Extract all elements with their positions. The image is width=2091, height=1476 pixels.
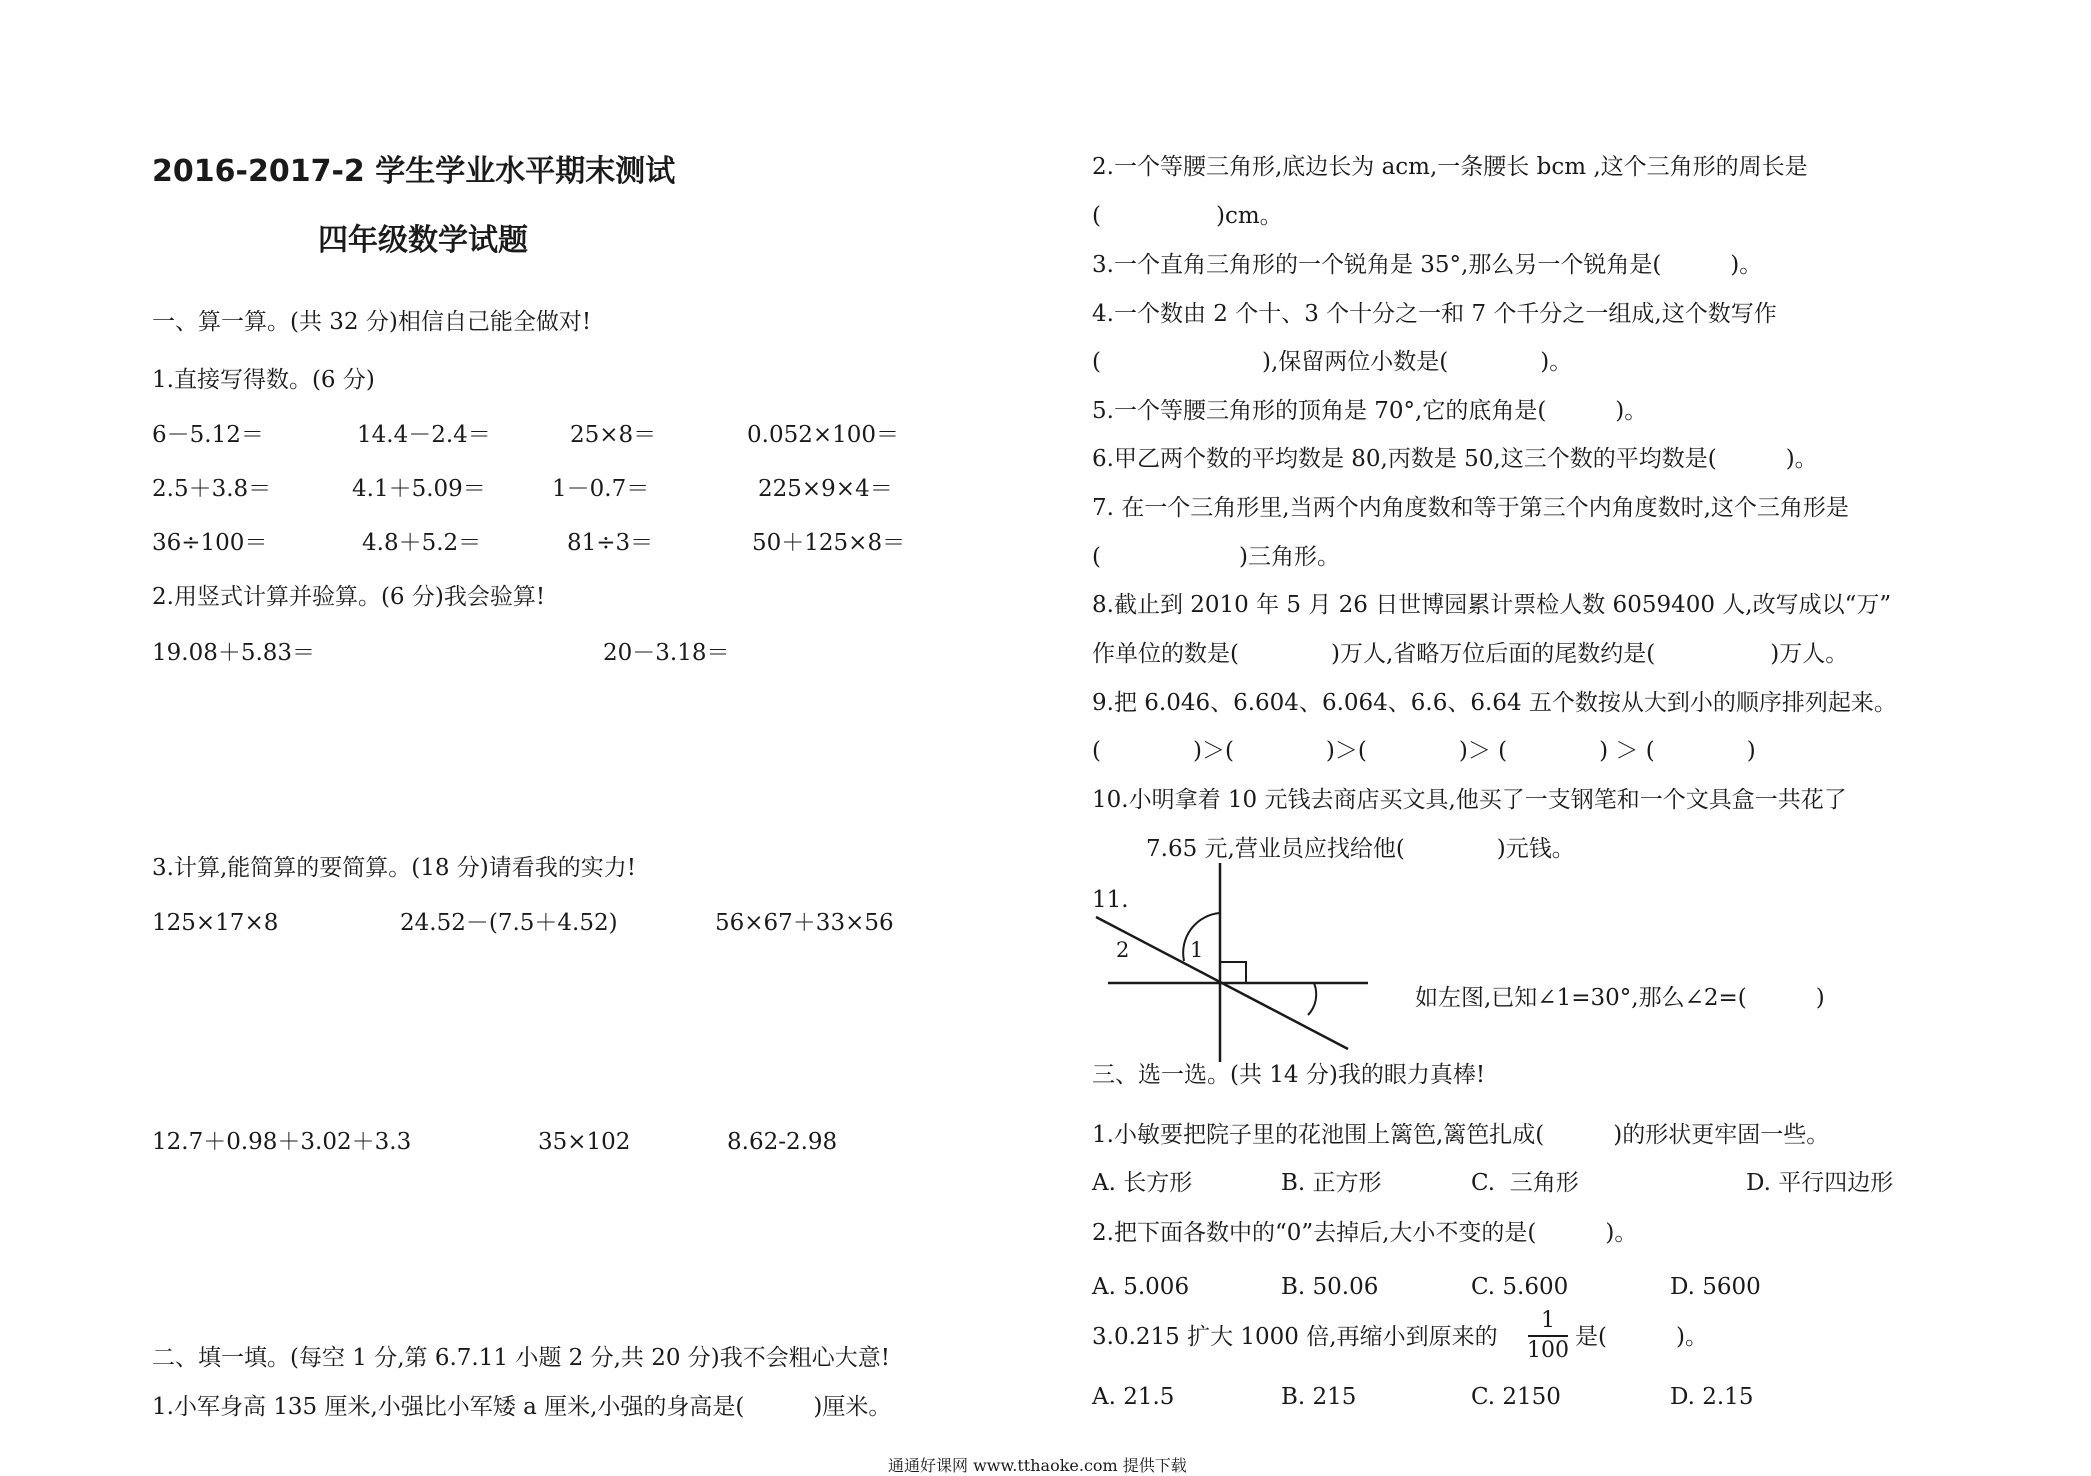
- fraction-denominator: 100: [1527, 1338, 1569, 1363]
- q1-cell: 1－0.7＝: [552, 476, 650, 502]
- s2-q11-text: 如左图,已知∠1=30°,那么∠2=( ): [1415, 985, 1825, 1011]
- fraction-numerator: 1: [1541, 1308, 1555, 1333]
- angle-1-label: 1: [1190, 938, 1204, 962]
- s2-q8-line1: 8.截止到 2010 年 5 月 26 日世博园累计票检人数 6059400 人,改写成以“万”: [1092, 592, 1892, 618]
- q1-cell: 6－5.12＝: [152, 422, 264, 448]
- q2-item: 20－3.18＝: [603, 640, 730, 666]
- section2-heading: 二、填一填。(每空 1 分,第 6.7.11 小题 2 分,共 20 分)我不会粗心大意!: [152, 1345, 890, 1371]
- q1-cell: 2.5＋3.8＝: [152, 476, 272, 502]
- q3-item: 12.7＋0.98＋3.02＋3.3: [152, 1129, 412, 1155]
- s3-q1: 1.小敏要把院子里的花池围上篱笆,篱笆扎成( )的形状更牢固一些。: [1092, 1122, 1830, 1148]
- s2-q6: 6.甲乙两个数的平均数是 80,丙数是 50,这三个数的平均数是( )。: [1092, 446, 1818, 472]
- right-angle-mark: [1220, 962, 1246, 983]
- s2-q7-line1: 7. 在一个三角形里,当两个内角度数和等于第三个内角度数时,这个三角形是: [1092, 495, 1849, 521]
- s2-q7-line2: ( )三角形。: [1092, 544, 1340, 570]
- s2-q8-line2: 作单位的数是( )万人,省略万位后面的尾数约是( )万人。: [1092, 641, 1849, 667]
- s3-q3-option: D. 2.15: [1670, 1384, 1754, 1410]
- q3-item: 24.52－(7.5＋4.52): [400, 910, 618, 936]
- s3-q1-option: D. 平行四边形: [1746, 1170, 1894, 1196]
- q3-item: 56×67＋33×56: [715, 910, 894, 936]
- footer-source: 通通好课网 www.tthaoke.com 提供下载: [888, 1456, 1187, 1475]
- q3-item: 8.62-2.98: [727, 1129, 838, 1155]
- q2-label: 2.用竖式计算并验算。(6 分)我会验算!: [152, 584, 546, 610]
- exam-subtitle: 四年级数学试题: [318, 223, 528, 258]
- s3-q1-option: A. 长方形: [1092, 1170, 1193, 1196]
- q3-item: 125×17×8: [152, 910, 279, 936]
- s2-q4-line1: 4.一个数由 2 个十、3 个十分之一和 7 个千分之一组成,这个数写作: [1092, 301, 1777, 327]
- s2-q4-line2: ( ),保留两位小数是( )。: [1092, 349, 1573, 375]
- s3-q2-option: A. 5.006: [1092, 1274, 1190, 1300]
- s3-q3-option: C. 2150: [1471, 1384, 1561, 1410]
- s3-q3-suffix: 是( )。: [1575, 1324, 1708, 1350]
- q3-item: 35×102: [538, 1129, 631, 1155]
- q1-cell: 50＋125×8＝: [752, 530, 906, 556]
- s3-q2-option: C. 5.600: [1471, 1274, 1569, 1300]
- s3-q3-option: A. 21.5: [1092, 1384, 1175, 1410]
- section1-heading: 一、算一算。(共 32 分)相信自己能全做对!: [152, 309, 592, 335]
- s2-q2-line2: ( )cm。: [1092, 203, 1283, 229]
- s3-q1-option: B. 正方形: [1281, 1170, 1382, 1196]
- q1-label: 1.直接写得数。(6 分): [152, 367, 375, 393]
- q1-cell: 4.1＋5.09＝: [352, 476, 486, 502]
- q1-cell: 25×8＝: [570, 422, 657, 448]
- s2-q10-line2: 7.65 元,营业员应找给他( )元钱。: [1146, 836, 1575, 862]
- s3-q3-option: B. 215: [1281, 1384, 1357, 1410]
- s2-q5: 5.一个等腰三角形的顶角是 70°,它的底角是( )。: [1092, 398, 1648, 424]
- s2-q11-label: 11.: [1092, 887, 1129, 913]
- fraction: [1527, 1309, 1569, 1363]
- q1-cell: 36÷100＝: [152, 530, 268, 556]
- q1-cell: 225×9×4＝: [758, 476, 893, 502]
- s2-q9-line2: ( )＞( )＞( )＞ ( ) ＞ ( ): [1092, 738, 1756, 764]
- s3-q2: 2.把下面各数中的“0”去掉后,大小不变的是( )。: [1092, 1220, 1638, 1246]
- angle-2-label: 2: [1116, 938, 1130, 962]
- s3-q1-option: C. 三角形: [1471, 1170, 1579, 1196]
- angle-1-arc: [1308, 983, 1316, 1015]
- fraction-bar: [1528, 1335, 1568, 1337]
- s2-q9-line1: 9.把 6.046、6.604、6.064、6.6、6.64 五个数按从大到小的顺序排列起来。: [1092, 690, 1897, 716]
- q1-cell: 4.8＋5.2＝: [362, 530, 482, 556]
- s2-q10-line1: 10.小明拿着 10 元钱去商店买文具,他买了一支钢笔和一个文具盒一共花了: [1092, 787, 1847, 813]
- q1-cell: 14.4－2.4＝: [357, 422, 491, 448]
- s3-q3-prefix: 3.0.215 扩大 1000 倍,再缩小到原来的: [1092, 1324, 1498, 1350]
- exam-title: 2016-2017-2 学生学业水平期末测试: [152, 154, 676, 189]
- s3-q2-option: D. 5600: [1670, 1274, 1761, 1300]
- q1-cell: 0.052×100＝: [747, 422, 900, 448]
- s2-q3: 3.一个直角三角形的一个锐角是 35°,那么另一个锐角是( )。: [1092, 252, 1763, 278]
- s3-q2-option: B. 50.06: [1281, 1274, 1379, 1300]
- q1-cell: 81÷3＝: [567, 530, 654, 556]
- s2-q2-line1: 2.一个等腰三角形,底边长为 acm,一条腰长 bcm ,这个三角形的周长是: [1092, 154, 1808, 180]
- s2-q1: 1.小军身高 135 厘米,小强比小军矮 a 厘米,小强的身高是( )厘米。: [152, 1394, 892, 1420]
- q2-item: 19.08＋5.83＝: [152, 640, 316, 666]
- q3-label: 3.计算,能简算的要简算。(18 分)请看我的实力!: [152, 855, 637, 881]
- section3-heading: 三、选一选。(共 14 分)我的眼力真棒!: [1092, 1062, 1486, 1088]
